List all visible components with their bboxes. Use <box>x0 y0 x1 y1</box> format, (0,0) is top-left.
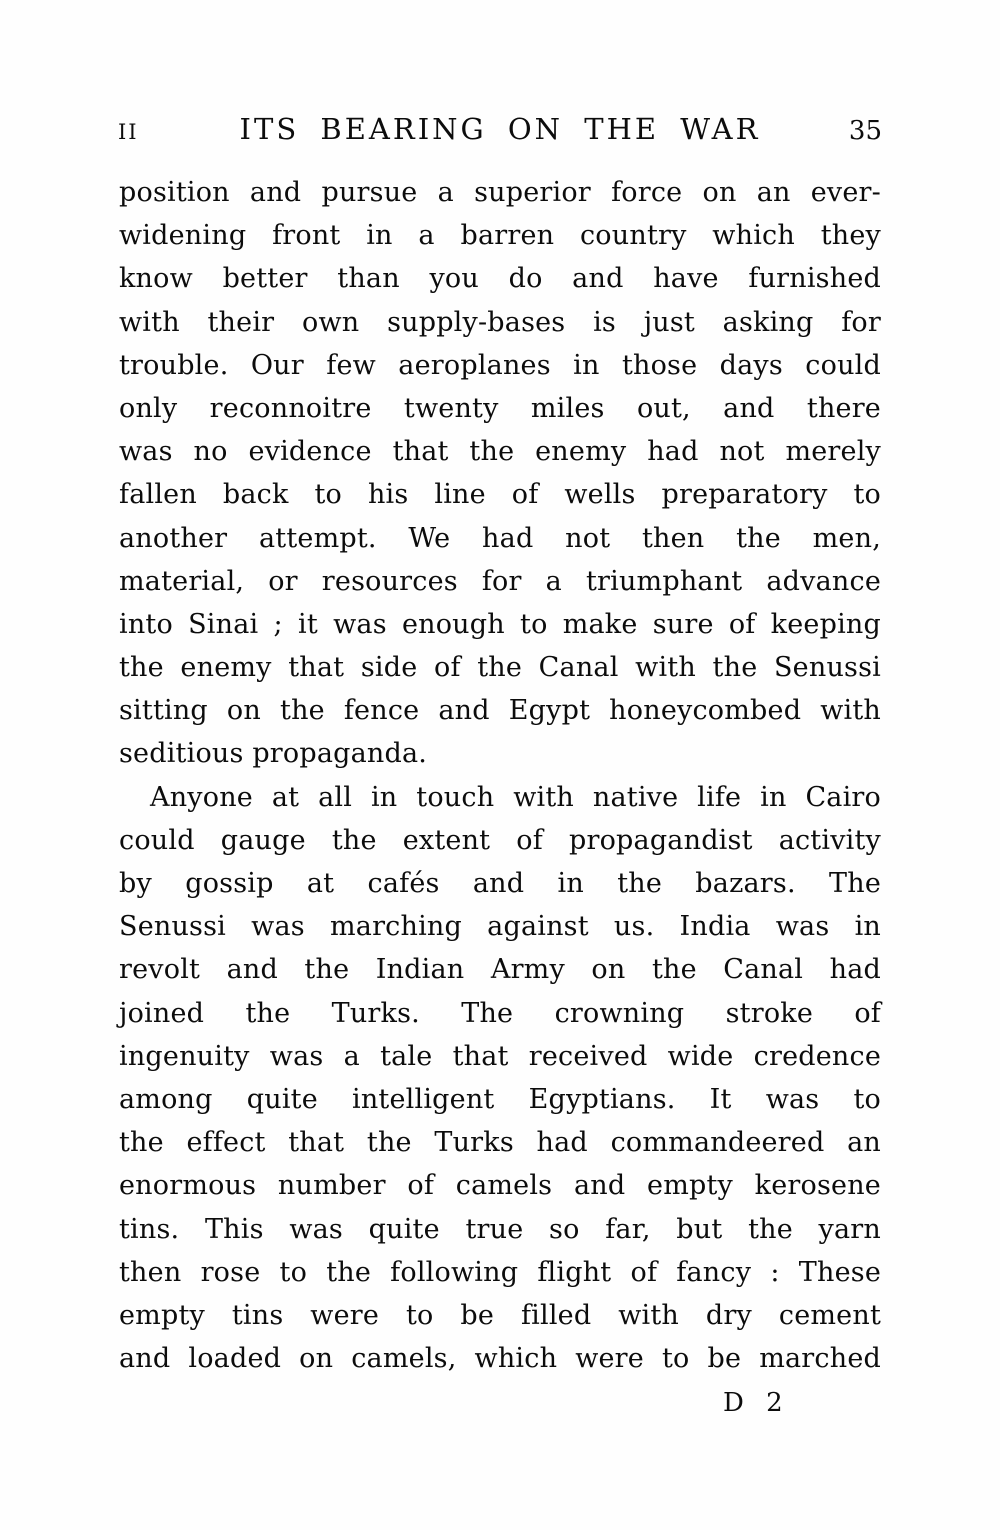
running-title: ITS BEARING ON THE WAR <box>239 112 761 146</box>
text-line: and loaded on camels, which were to be marched <box>119 1343 881 1375</box>
text-line: know better than you do and have furnished <box>119 263 881 295</box>
text-line: widening front in a barren country which they <box>119 220 881 252</box>
text-line: with their own supply-bases is just asking for <box>119 306 881 338</box>
text-line: fallen back to his line of wells preparatory to <box>119 479 881 511</box>
text-line: Anyone at all in touch with native life in Cairo <box>150 781 881 813</box>
text-line: was no evidence that the enemy had not merely <box>119 436 881 468</box>
text-line: then rose to the following flight of fancy : These <box>119 1256 881 1288</box>
text-line: material, or resources for a triumphant advance <box>119 565 881 597</box>
text-line: trouble. Our few aeroplanes in those days could <box>119 349 881 381</box>
text-line: ingenuity was a tale that received wide credence <box>119 1040 881 1072</box>
text-line: enormous number of camels and empty kerosene <box>119 1170 881 1202</box>
text-line: could gauge the extent of propagandist activity <box>119 824 881 856</box>
text-line: another attempt. We had not then the men, <box>119 522 881 554</box>
signature-mark: D 2 <box>723 1388 784 1418</box>
body-text <box>119 171 881 1380</box>
text-line: seditious propaganda. <box>119 738 428 770</box>
text-line: by gossip at cafés and in the bazars. The <box>119 868 881 899</box>
text-line: the enemy that side of the Canal with the Senussi <box>119 652 881 684</box>
text-line: sitting on the fence and Egypt honeycombed with <box>119 695 881 727</box>
text-line: only reconnoitre twenty miles out, and there <box>119 392 881 424</box>
page-number: 35 <box>848 116 882 146</box>
text-line: tins. This was quite true so far, but the yarn <box>119 1213 881 1245</box>
text-line: empty tins were to be filled with dry cement <box>119 1299 881 1331</box>
text-line: the effect that the Turks had commandeered an <box>119 1127 881 1159</box>
text-line: Senussi was marching against us. India was in <box>119 911 881 943</box>
text-line: joined the Turks. The crowning stroke of <box>119 997 881 1029</box>
running-head <box>118 112 882 146</box>
text-line: revolt and the Indian Army on the Canal had <box>119 954 881 986</box>
text-line: among quite intelligent Egyptians. It was to <box>119 1083 881 1115</box>
chapter-numeral: II <box>118 120 139 144</box>
text-line: into Sinai ; it was enough to make sure of keeping <box>119 608 881 640</box>
text-line: position and pursue a superior force on an ever- <box>119 177 881 208</box>
